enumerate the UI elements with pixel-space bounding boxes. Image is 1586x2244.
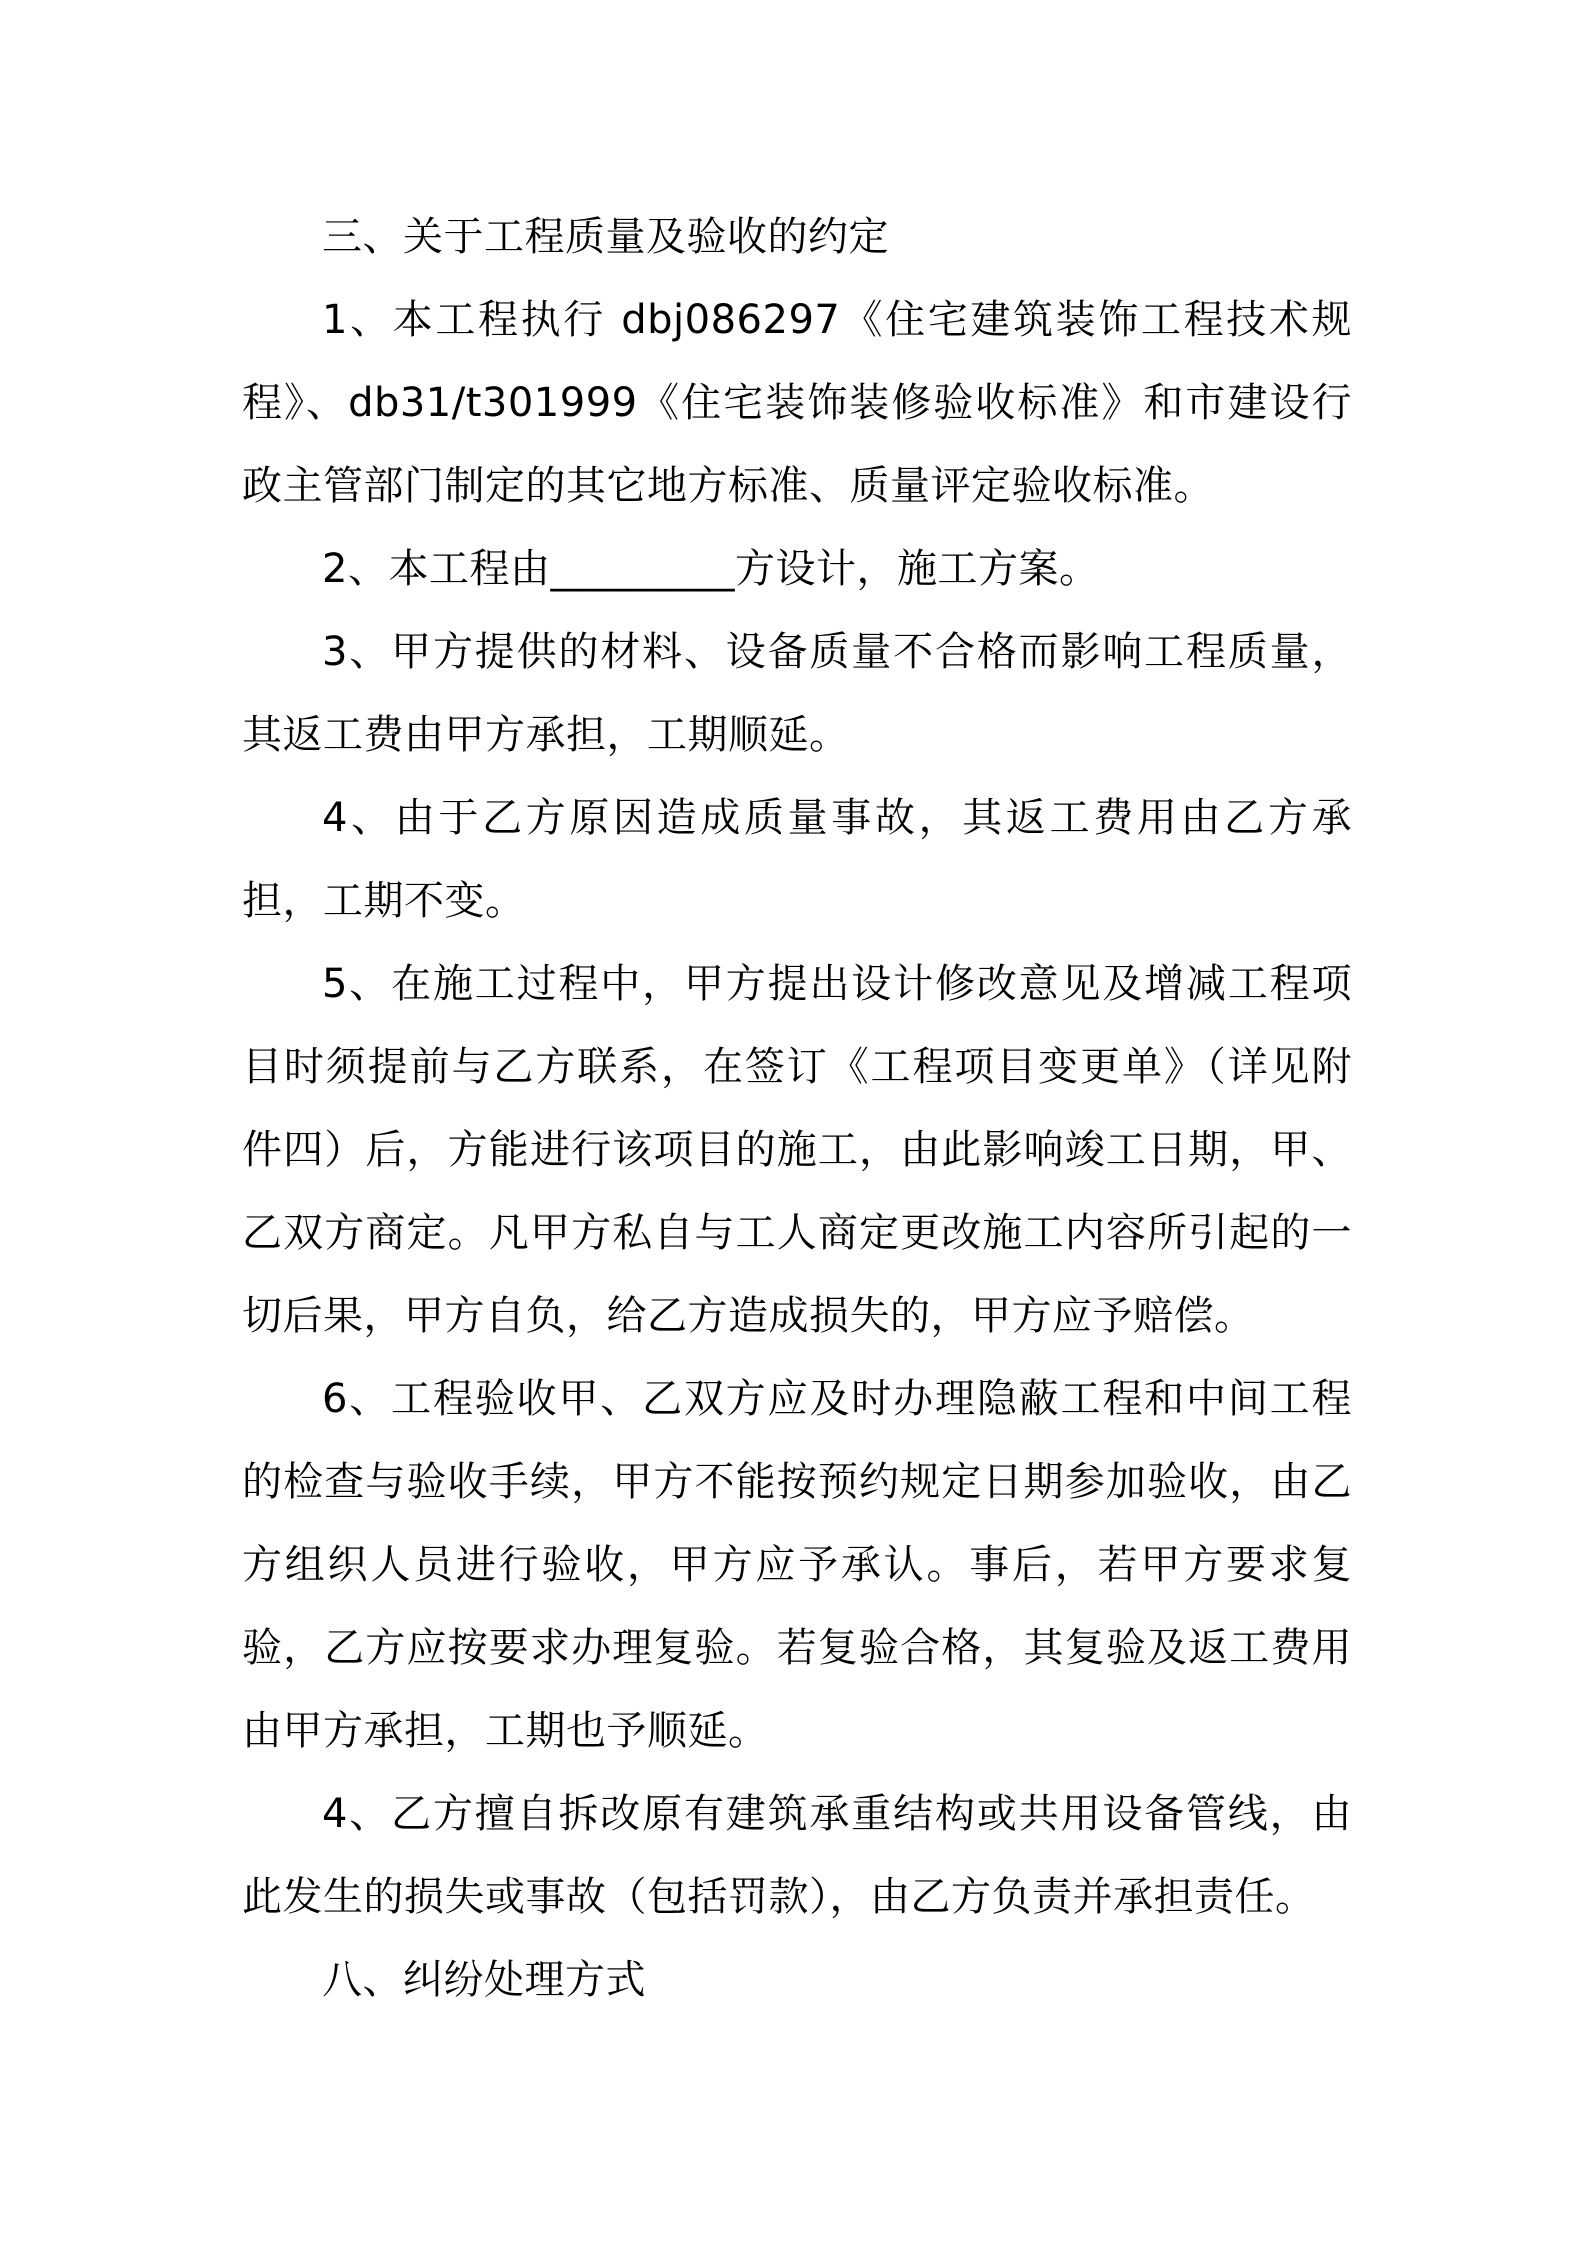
- clause-6-acceptance: 6、工程验收甲、乙双方应及时办理隐蔽工程和中间工程的检查与验收手续，甲方不能按预约规定日期参加验收，由乙方组织人员进行验收，甲方应予承认。事后，若甲方要求复验，乙方应按要求办理复验。若复验合格，其复验及返工费用由甲方承担，工期也予顺延。: [242, 1376, 1352, 1754]
- section-heading-dispute-resolution: 八、纠纷处理方式: [322, 1957, 646, 2003]
- clause-4-structural-changes: 4、乙方擅自拆改原有建筑承重结构或共用设备管线，由此发生的损失或事故（包括罚款），由乙方负责并承担责任。: [242, 1791, 1352, 1920]
- clause-1-standards: 1、本工程执行 dbj086297《住宅建筑装饰工程技术规程》、db31/t301999《住宅装饰装修验收标准》和市建设行政主管部门制定的其它地方标准、质量评定验收标准。: [242, 297, 1352, 509]
- clause-2-design: 2、本工程由_________方设计，施工方案。: [322, 546, 1100, 592]
- document-body: [242, 196, 1352, 2022]
- section-heading-quality-acceptance: 三、关于工程质量及验收的约定: [322, 214, 889, 260]
- clause-4-quality-accident: 4、由于乙方原因造成质量事故，其返工费用由乙方承担，工期不变。: [242, 795, 1352, 924]
- clause-3-materials: 3、甲方提供的材料、设备质量不合格而影响工程质量，其返工费由甲方承担，工期顺延。: [242, 629, 1352, 758]
- clause-5-design-changes: 5、在施工过程中，甲方提出设计修改意见及增减工程项目时须提前与乙方联系，在签订《工程项目变更单》（详见附件四）后，方能进行该项目的施工，由此影响竣工日期，甲、乙双方商定。凡甲方私自与工人商定更改施工内容所引起的一切后果，甲方自负，给乙方造成损失的，甲方应予赔偿。: [242, 961, 1352, 1339]
